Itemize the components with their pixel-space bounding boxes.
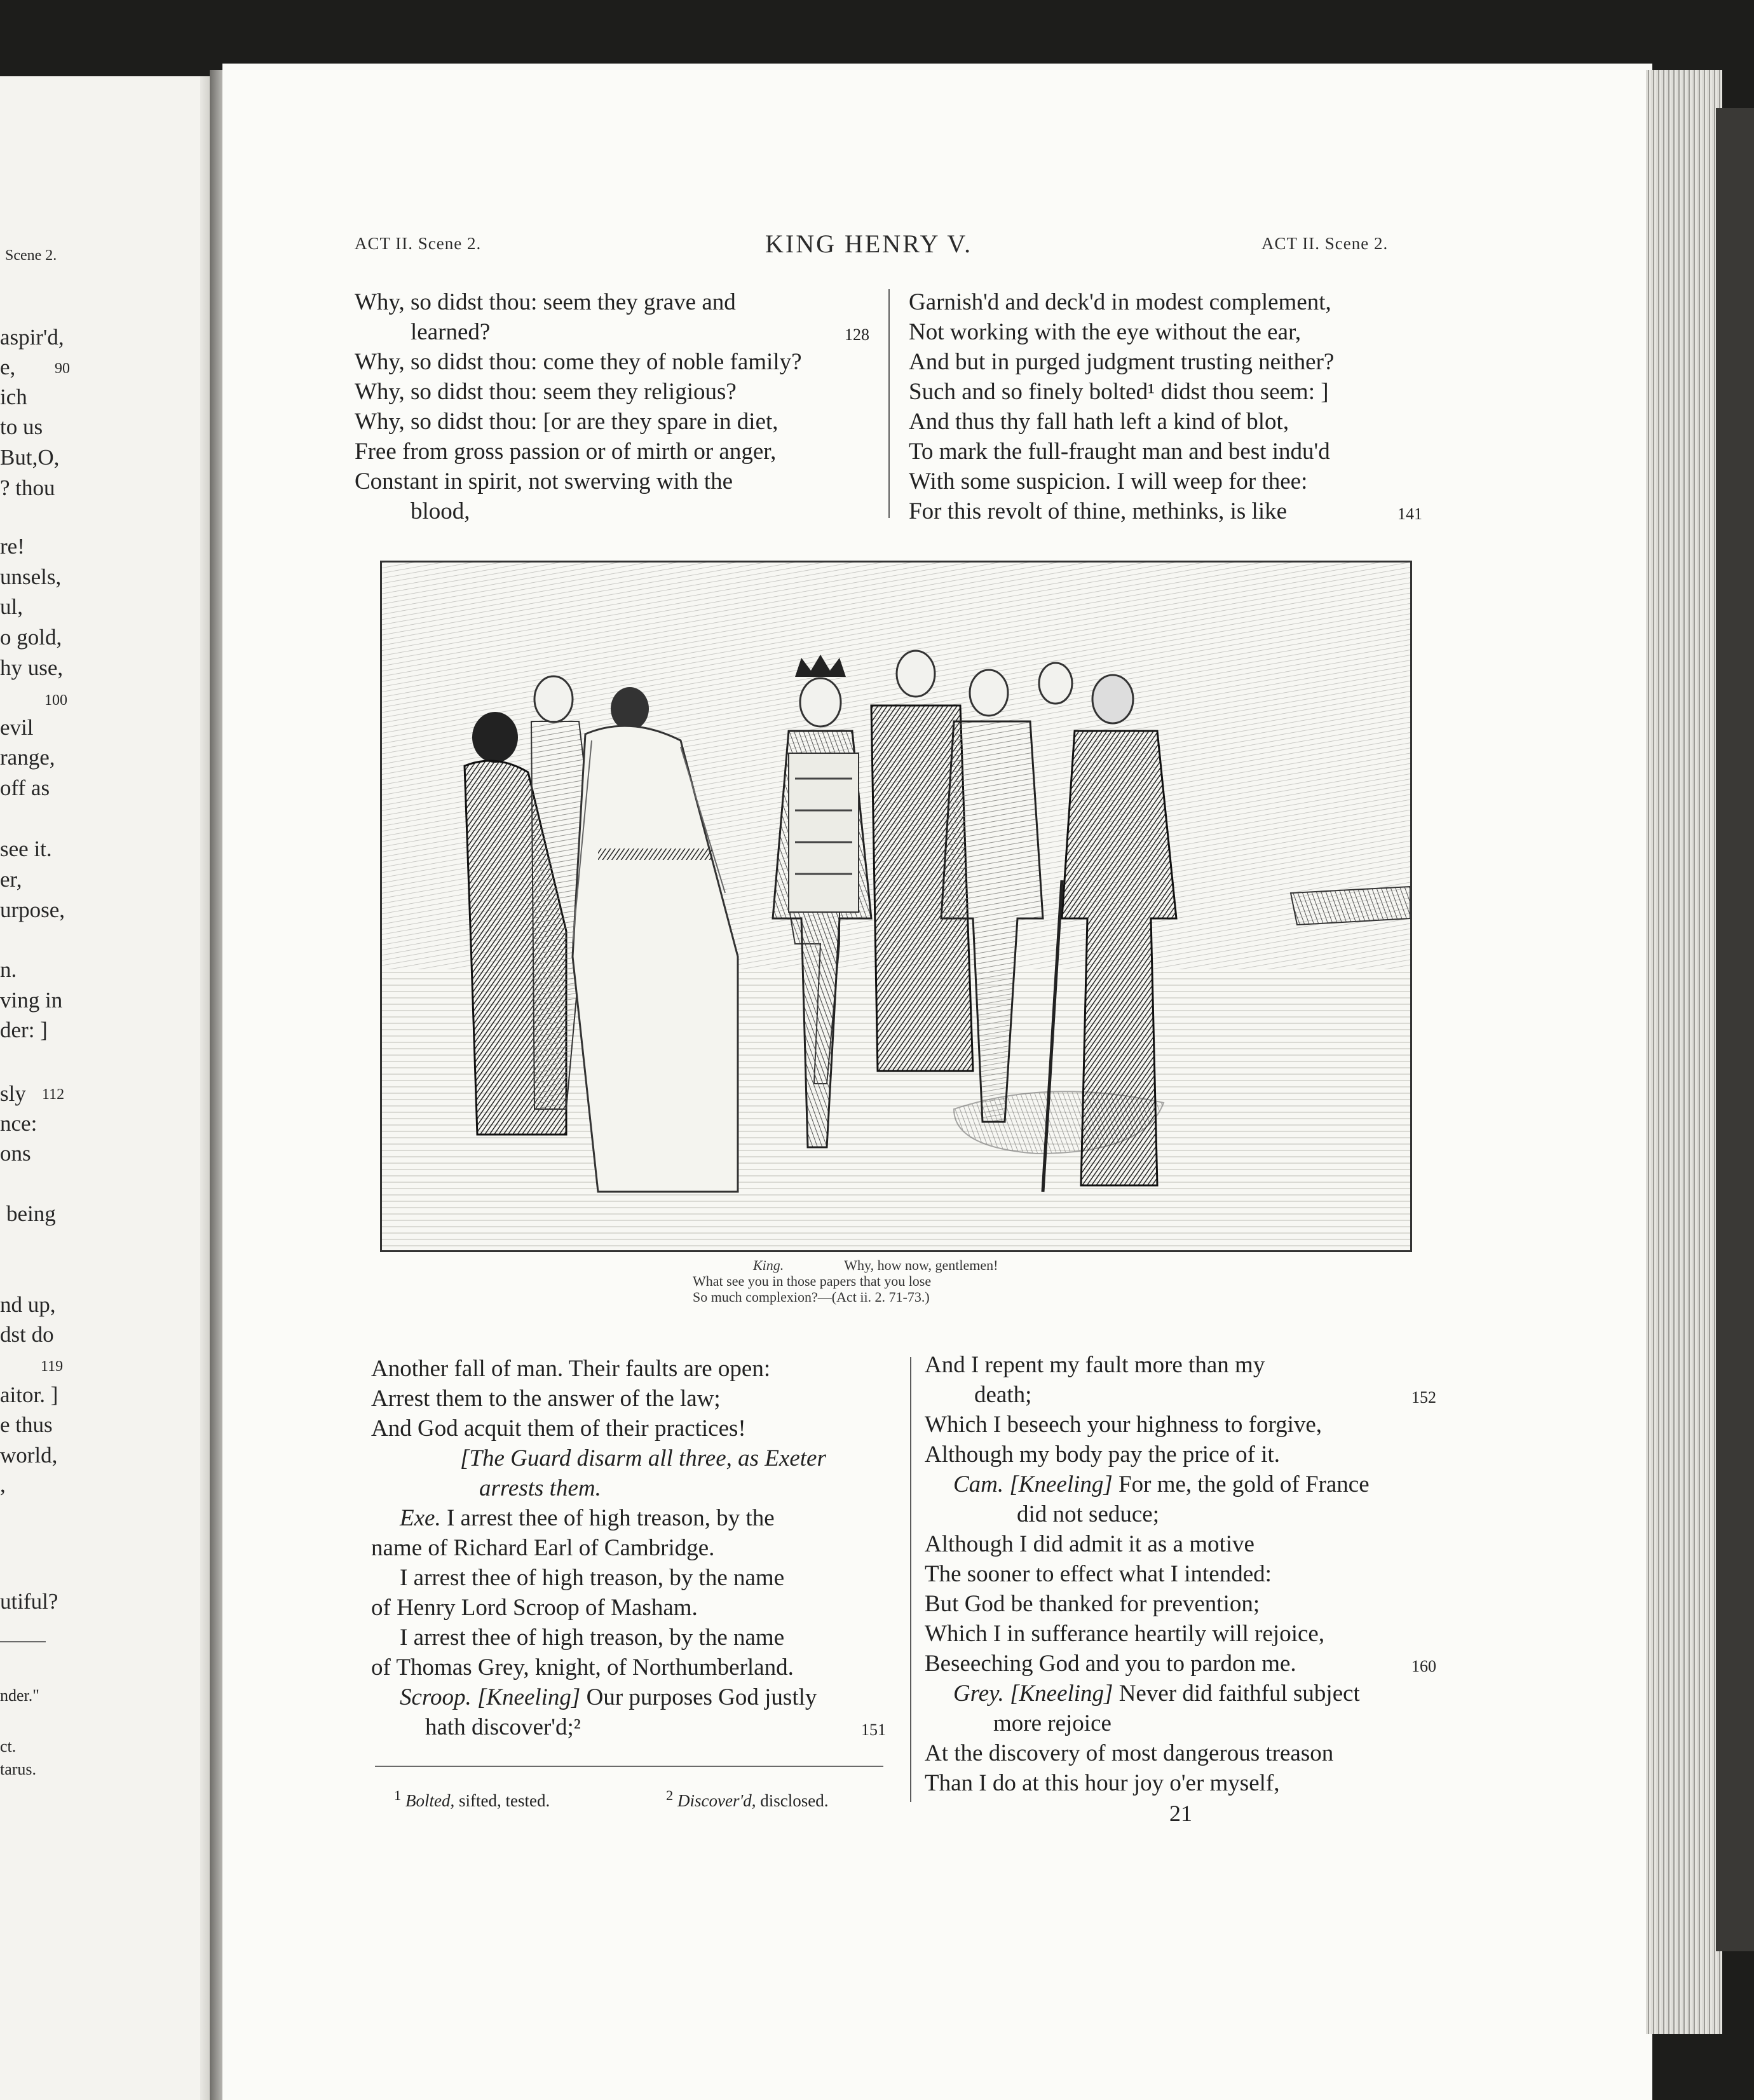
illustration-caption <box>693 1257 1176 1305</box>
illustration-engraving <box>380 561 1412 1252</box>
verse-line: Although I did admit it as a motive <box>925 1531 1254 1557</box>
top-right-column <box>909 287 1422 526</box>
verse-line: The sooner to effect what I intended: <box>925 1561 1272 1587</box>
left-fragment: range, <box>0 745 55 770</box>
stage-direction: [Kneeling] <box>477 1684 581 1710</box>
caption-text: Why, how now, gentlemen! <box>844 1257 998 1273</box>
left-fragment: dst do <box>0 1322 54 1347</box>
verse-line: Such and so finely bolted¹ didst thou seem: ] <box>909 379 1329 405</box>
left-fragment: ving in <box>0 988 63 1012</box>
left-fragment: ons <box>0 1141 31 1166</box>
page-number: 21 <box>1169 1801 1192 1826</box>
page-edges <box>1646 70 1722 2034</box>
footnote-gloss: disclosed. <box>756 1791 829 1810</box>
verse-line: did not seduce; <box>1017 1501 1160 1527</box>
left-fragment: But,O, <box>0 445 60 470</box>
footnote-1 <box>394 1787 550 1811</box>
left-fragment: world, <box>0 1443 58 1468</box>
verse-line: Another fall of man. Their faults are open: <box>371 1356 771 1382</box>
left-footnote-rule <box>0 1641 46 1642</box>
left-fragment: sly <box>0 1081 26 1106</box>
left-fragment: utiful? <box>0 1589 58 1614</box>
verse-line: name of Richard Earl of Cambridge. <box>371 1535 715 1561</box>
left-fragment: aspir'd, <box>0 325 64 350</box>
speaker-name: Cam. <box>953 1471 1004 1497</box>
engraving-icon <box>382 562 1410 1250</box>
verse-line: Why, so didst thou: seem they grave and <box>355 289 736 315</box>
left-fragment: o gold, <box>0 625 62 650</box>
footnote-2 <box>666 1787 829 1811</box>
bottom-left-column <box>371 1354 886 1742</box>
left-fragment: e thus <box>0 1412 53 1437</box>
verse-line: Why, so didst thou: seem they religious? <box>355 379 737 405</box>
line-number: 128 <box>845 325 869 344</box>
footnote-gloss: sifted, tested. <box>454 1791 550 1810</box>
verse-line: death; 152 <box>925 1380 1436 1410</box>
column-rule-bottom <box>910 1357 911 1802</box>
running-head-left: ACT II. Scene 2. <box>355 234 482 253</box>
left-fragment: e, <box>0 355 16 379</box>
left-fragment: ich <box>0 385 27 409</box>
left-fragment: urpose, <box>0 897 65 922</box>
left-fragment: see it. <box>0 836 52 861</box>
verse-line: And thus thy fall hath left a kind of blot, <box>909 409 1289 435</box>
verse-line: Scroop. [Kneeling] Our purposes God justly <box>400 1684 817 1710</box>
column-rule-top <box>888 289 890 518</box>
verse-line: Than I do at this hour joy o'er myself, <box>925 1770 1280 1796</box>
verse-line: learned? 128 <box>355 317 869 347</box>
verse-line: Not working with the eye without the ear, <box>909 319 1302 345</box>
stage-direction: [Kneeling] <box>1009 1471 1113 1497</box>
verse-line: of Thomas Grey, knight, of Northumberland. <box>371 1654 794 1681</box>
verse-line: And but in purged judgment trusting neither? <box>909 349 1335 375</box>
stage-direction: [The Guard disarm all three, as Exeter <box>460 1445 826 1471</box>
left-fragment: tarus. <box>0 1760 37 1778</box>
verse-line: Arrest them to the answer of the law; <box>371 1386 721 1412</box>
left-fragment: er, <box>0 867 22 892</box>
line-number: 112 <box>42 1086 65 1103</box>
left-fragment: off as <box>0 775 50 800</box>
verse-line: To mark the full-fraught man and best indu'd <box>909 439 1330 465</box>
left-fragment: re! <box>0 534 25 559</box>
verse-line: For this revolt of thine, methinks, is like 141 <box>909 496 1422 526</box>
running-head-right: ACT II. Scene 2. <box>1261 234 1389 253</box>
left-fragment: Scene 2. <box>5 247 57 264</box>
verse-line: Although my body pay the price of it. <box>925 1442 1281 1468</box>
footnote-term: Discover'd, <box>677 1791 756 1810</box>
verse-line: Beseeching God and you to pardon me. 160 <box>925 1649 1436 1679</box>
speaker-name: Exe. <box>400 1505 441 1531</box>
left-fragment: unsels, <box>0 564 62 589</box>
verse-line: Cam. [Kneeling] For me, the gold of France <box>953 1471 1370 1497</box>
line-number: 100 <box>44 692 67 709</box>
footnote-term: Bolted, <box>405 1791 455 1810</box>
left-fragment: ? thou <box>0 475 55 500</box>
line-number: 152 <box>1411 1388 1436 1407</box>
left-fragment: nd up, <box>0 1292 56 1317</box>
bottom-right-column <box>925 1350 1436 1798</box>
top-left-column <box>355 287 869 526</box>
verse-line: I arrest thee of high treason, by the name <box>400 1625 785 1651</box>
footnote-mark: 1 <box>394 1787 402 1803</box>
left-fragment: being <box>6 1201 56 1226</box>
stage-direction: [Kneeling] <box>1010 1681 1113 1707</box>
verse-line: hath discover'd;² 151 <box>371 1712 886 1742</box>
left-fragment: evil <box>0 715 34 740</box>
caption-line: So much complexion?—(Act ii. 2. 71-73.) <box>693 1289 930 1305</box>
line-number: 90 <box>55 360 70 377</box>
verse-line: more rejoice <box>993 1710 1112 1736</box>
verse-line: But God be thanked for prevention; <box>925 1591 1260 1617</box>
left-fragment: aitor. ] <box>0 1382 58 1407</box>
left-fragment: hy use, <box>0 655 64 680</box>
verse-line: of Henry Lord Scroop of Masham. <box>371 1595 698 1621</box>
left-fragment: der: ] <box>0 1018 48 1042</box>
left-fragment: n. <box>0 957 17 982</box>
verse-line: Which I in sufferance heartily will rejoice, <box>925 1621 1325 1647</box>
caption-speaker: King. <box>753 1257 784 1273</box>
running-head-title: KING HENRY V. <box>765 229 973 258</box>
left-page <box>0 76 219 2100</box>
verse-line: blood, <box>411 498 470 524</box>
caption-line <box>693 1257 1176 1273</box>
verse-line: Free from gross passion or of mirth or anger, <box>355 439 777 465</box>
line-number: 141 <box>1397 505 1422 523</box>
left-fragment: to us <box>0 414 43 439</box>
verse-line: Which I beseech your highness to forgive, <box>925 1412 1322 1438</box>
left-fragment: nder." <box>0 1686 39 1705</box>
verse-line: Exe. I arrest thee of high treason, by the <box>400 1505 775 1531</box>
left-fragment: ul, <box>0 594 23 619</box>
line-number: 119 <box>41 1358 64 1375</box>
left-fragment: , <box>0 1472 6 1497</box>
verse-line: Why, so didst thou: [or are they spare in diet, <box>355 409 778 435</box>
footnote-rule <box>375 1766 883 1767</box>
line-number: 151 <box>861 1721 886 1739</box>
book-cover-edge <box>1716 108 1754 1951</box>
line-number: 160 <box>1411 1657 1436 1675</box>
speaker-name: Grey. <box>953 1681 1004 1707</box>
verse-line: With some suspicion. I will weep for thee: <box>909 468 1308 494</box>
left-fragment: nce: <box>0 1111 37 1136</box>
caption-line: What see you in those papers that you lose <box>693 1273 932 1289</box>
verse-line: And God acquit them of their practices! <box>371 1415 746 1442</box>
verse-line: At the discovery of most dangerous treason <box>925 1740 1334 1766</box>
verse-line: Garnish'd and deck'd in modest complement, <box>909 289 1331 315</box>
left-fragment: ct. <box>0 1737 17 1756</box>
footnote-mark: 2 <box>666 1787 674 1803</box>
speaker-name: Scroop. <box>400 1684 472 1710</box>
verse-line: Grey. [Kneeling] Never did faithful subject <box>953 1681 1360 1707</box>
verse-line: Why, so didst thou: come they of noble family? <box>355 349 802 375</box>
verse-line: Constant in spirit, not swerving with the <box>355 468 733 494</box>
verse-line: I arrest thee of high treason, by the name <box>400 1565 785 1591</box>
verse-line: And I repent my fault more than my <box>925 1352 1265 1378</box>
stage-direction: arrests them. <box>479 1475 601 1501</box>
